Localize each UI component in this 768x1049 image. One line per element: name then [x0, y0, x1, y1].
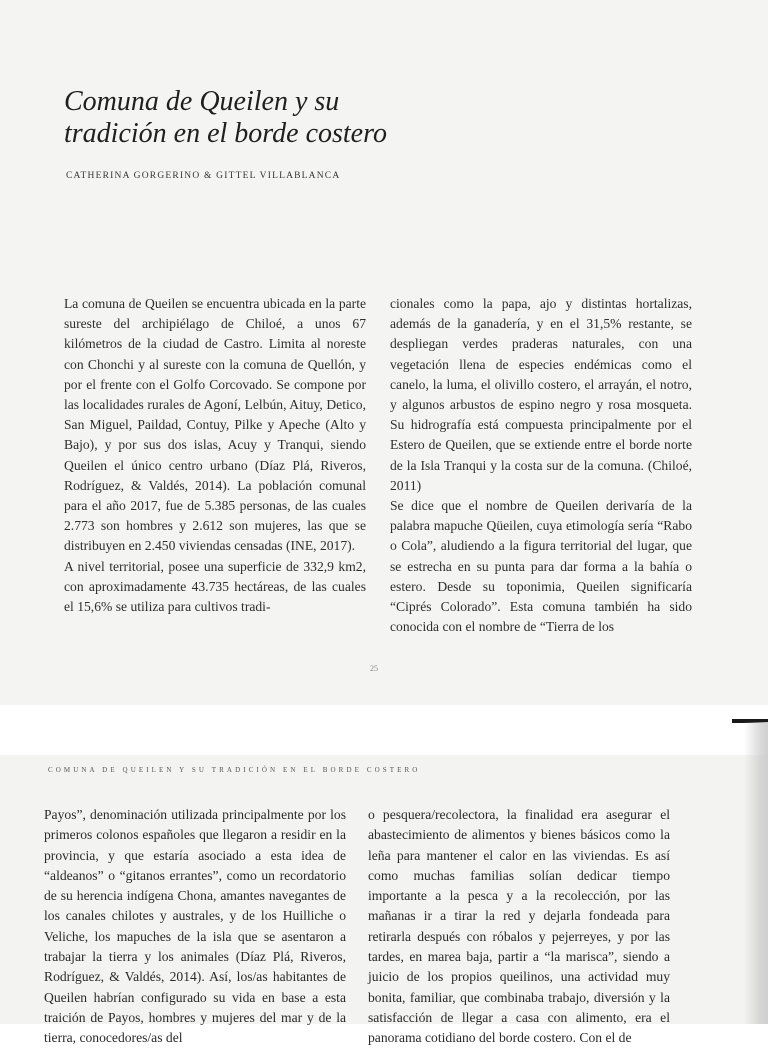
- page-number: 25: [370, 664, 378, 673]
- paragraph: o pesquera/recolectora, la finalidad era asegurar el abastecimiento de alimentos y bienes básicos como la leña para mantener el calor en las viviendas. Es así como muchas familias solían dedicar tiempo importante a la pesca y a la recolección, por las mañanas ir a tirar la red y dejarla fondeada para retirarla después con róbalos y pejerreyes, y por las tardes, en marea baja, partir a “la marisca”, siendo a juicio de los propios queilinos, una actividad muy bonita, familiar, que combinaba trabajo, diversión y la satisfacción de llegar a casa con alimento, era el panorama cotidiano del borde costero. Con el de: [368, 807, 670, 1046]
- article-title: Comuna de Queilen y su tradición en el borde costero: [64, 86, 387, 149]
- page-separator: [0, 705, 768, 755]
- right-column: [390, 294, 692, 637]
- next-page-left-column: [44, 805, 346, 1049]
- page-edge-shadow: [744, 722, 768, 1024]
- next-page-right-column: [368, 805, 670, 1049]
- left-column: [64, 294, 366, 617]
- running-header: COMUNA DE QUEILEN Y SU TRADICIÓN EN EL BORDE COSTERO: [48, 766, 421, 774]
- paragraph: cionales como la papa, ajo y distintas hortalizas, además de la ganadería, y en el 31,5% restante, se despliegan verdes praderas naturales, con una vegetación llena de especies endémicas como el canelo, la luma, el olivillo costero, el arrayán, el notro, y algunos arbustos de espino negro y rosa mosqueta. Su hidrografía está compuesta principalmente por el Estero de Queilen, que se extiende entre el borde norte de la Isla Tranqui y la costa sur de la comuna. (Chiloé, 2011): [390, 296, 692, 493]
- paragraph: A nivel territorial, posee una superficie de 332,9 km2, con aproximadamente 43.735 hectáreas, de las cuales el 15,6% se utiliza para cultivos tradi-: [64, 558, 366, 615]
- paragraph: Payos”, denominación utilizada principalmente por los primeros colonos españoles que llegaron a residir en la provincia, y que estaría asociado a esta idea de “aldeanos” o “gitanos errantes”, como un recordatorio de su herencia indígena Chona, amantes navegantes de los canales chilotes y australes, y de los Huilliche o Veliche, los mapuches de la isla que se asentaron a trabajar la tierra y los animales (Díaz Plá, Riveros, Rodríguez, & Valdés, 2014). Así, los/as habitantes de Queilen habrían configurado su vida en base a esta traición de Payos, hombres y mujeres del mar y de la tierra, conocedores/as del: [44, 807, 346, 1046]
- paragraph: Se dice que el nombre de Queilen derivaría de la palabra mapuche Qüeilen, cuya etimología sería “Rabo o Cola”, aludiendo a la figura territorial del lugar, que se estrecha en su punta para dar forma a la bahía o estero. Desde su toponimia, Queilen significaría “Ciprés Colorado”. Esta comuna también ha sido conocida con el nombre de “Tierra de los: [390, 498, 692, 635]
- paragraph: La comuna de Queilen se encuentra ubicada en la parte sureste del archipiélago de Chiloé, a unos 67 kilómetros de la ciudad de Castro. Limita al noreste con Chonchi y al sureste con la comuna de Quellón, y por el frente con el Golfo Corcovado. Se compone por las localidades rurales de Agoní, Lelbún, Aituy, Detico, San Miguel, Paildad, Contuy, Pilke y Apeche (Alto y Bajo), y por sus dos islas, Acuy y Tranqui, siendo Queilen el único centro urbano (Díaz Plá, Riveros, Rodríguez, & Valdés, 2014). La población comunal para el año 2017, fue de 5.385 personas, de las cuales 2.773 son hombres y 2.612 son mujeres, las que se distribuyen en 2.450 viviendas censadas (INE, 2017).: [64, 296, 366, 554]
- article-authors: CATHERINA GORGERINO & GITTEL VILLABLANCA: [66, 171, 341, 181]
